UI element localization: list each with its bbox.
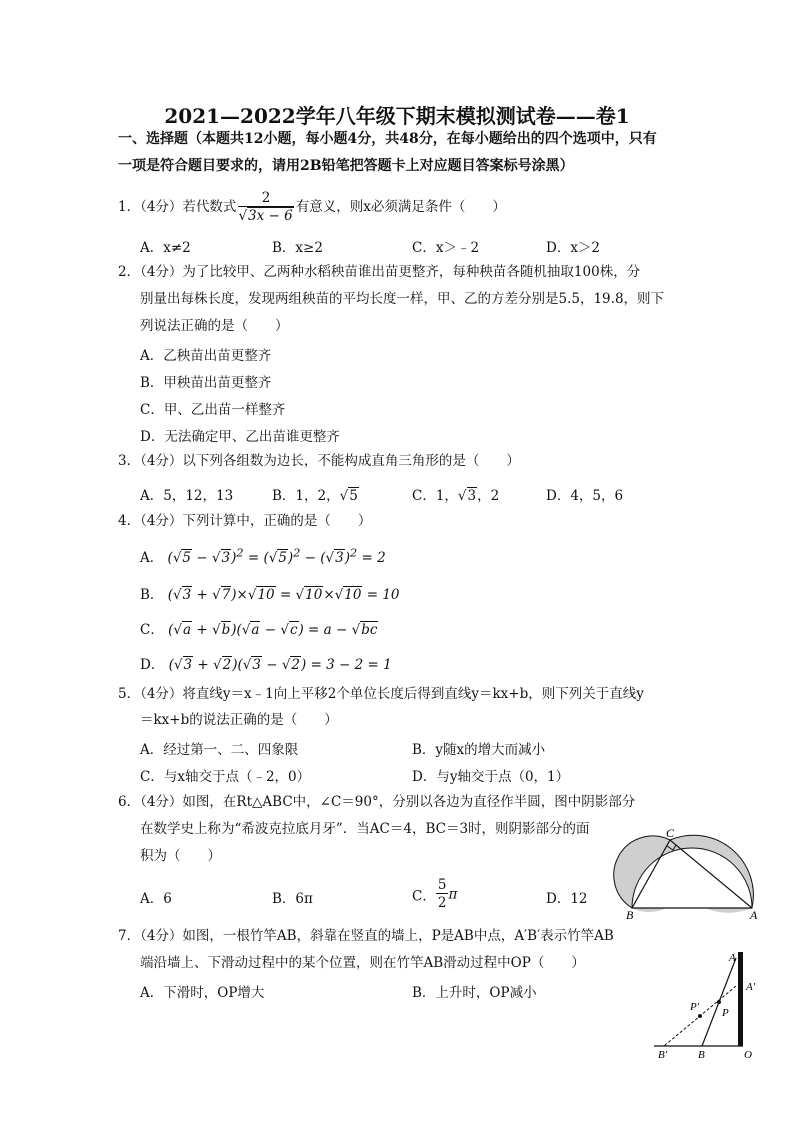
- q4-option-a: [140, 546, 386, 566]
- q3-option-c: C．1，√3，2: [412, 488, 500, 504]
- q3-option-b-text: B．1，2，: [272, 488, 340, 504]
- q3-option-c-suffix: ，2: [477, 488, 500, 504]
- sliding-ladder-figure: [650, 948, 770, 1062]
- q6-option-b: B．6π: [272, 891, 313, 907]
- q7-option-a: A．下滑时，OP增大: [140, 985, 265, 1001]
- q4-option-d: [140, 653, 392, 673]
- label-a2: A′: [746, 981, 756, 993]
- q2-option-d: D．无法确定甲、乙出苗谁更整齐: [140, 429, 340, 445]
- question-2-line1: 2．（4分）为了比较甲、乙两种水稻秧苗谁出苗更整齐，每种秧苗各随机抽取100株，分: [118, 264, 641, 280]
- question-3-stem: 3．（4分）以下列各组数为边长，不能构成直角三角形的是（ ）: [118, 453, 520, 469]
- q6-option-c-pi: π: [448, 886, 458, 903]
- q4-option-a-label: A．: [140, 550, 164, 566]
- q6-option-a: A．6: [140, 891, 172, 907]
- q4-option-c: [140, 618, 378, 638]
- q7-option-b: B．上升时，OP减小: [412, 985, 537, 1001]
- q4-option-b: [140, 583, 400, 603]
- q4-option-c-expr: (√a + √b)(√a − √c) = a − √bc: [168, 622, 378, 638]
- question-2-line2: 别量出每株长度，发现两组秧苗的平均长度一样，甲、乙的方差分别是5.5，19.8，则下: [140, 291, 665, 307]
- question-6-line2: 在数学史上称为“希波克拉底月牙”．当AC＝4，BC＝3时，则阴影部分的面: [140, 821, 590, 837]
- q6-option-c-denominator: 2: [437, 895, 447, 911]
- q2-option-b: B．甲秧苗出苗更整齐: [140, 375, 272, 391]
- question-6-line3: 积为（ ）: [140, 848, 221, 864]
- q4-option-a-expr: $(√5 - √3)^2 = (√5)^2 - (√3)^2 = 2$: [167, 546, 386, 566]
- q2-option-c: C．甲、乙出苗一样整齐: [140, 402, 286, 418]
- q6-option-d: D．12: [546, 891, 588, 907]
- question-7-line2: 端沿墙上、下滑动过程中的某个位置，则在竹竿AB滑动过程中OP（ ）: [140, 955, 585, 971]
- point-p: [717, 1000, 721, 1004]
- label-o: O: [744, 1049, 752, 1061]
- q1-frac-numerator: 2: [238, 190, 293, 207]
- question-6-line1: 6．（4分）如图，在Rt△ABC中，∠C＝90°，分别以各边为直径作半圆，图中阴影部分: [118, 794, 636, 810]
- q3-option-b-radicand: 5: [349, 488, 358, 504]
- question-4-stem: 4．（4分）下列计算中，正确的是（ ）: [118, 513, 372, 529]
- q5-option-b: B．y随x的增大而减小: [412, 742, 546, 758]
- wall: [738, 952, 743, 1046]
- label-b: B: [698, 1049, 705, 1061]
- q3-option-c-text: C．1，: [412, 488, 458, 504]
- q1-frac-denominator: √3x − 6: [238, 208, 293, 224]
- q4-option-c-label: C．: [140, 622, 164, 638]
- hippocrates-lune-figure: [612, 828, 772, 920]
- q4-option-b-label: B．: [140, 587, 164, 603]
- q6-option-c: [412, 877, 457, 912]
- q5-option-c: C．与x轴交于点（﹣2，0）: [140, 769, 311, 785]
- q1-option-c: C．x＞﹣2: [412, 240, 480, 256]
- q1-radicand: 3x − 6: [248, 208, 293, 224]
- label-c: C: [666, 828, 675, 840]
- exam-title: 2021—2022学年八年级下期末模拟测试卷——卷1: [164, 104, 630, 128]
- q1-suffix: 有意义，则x必须满足条件（ ）: [295, 199, 506, 215]
- question-2-line3: 列说法正确的是（ ）: [140, 318, 289, 334]
- q4-option-d-expr: (√3 + √2)(√3 − √2) = 3 − 2 = 1: [168, 657, 392, 673]
- label-p2: P′: [690, 1001, 700, 1013]
- question-5-line1: 5．（4分）将直线y＝x﹣1向上平移2个单位长度后得到直线y＝kx+b，则下列关于直线y: [118, 686, 644, 702]
- q1-option-a: A．x≠2: [140, 240, 191, 256]
- q1-option-d: D．x＞2: [546, 240, 601, 256]
- q5-option-d: D．与y轴交于点（0，1）: [412, 769, 570, 785]
- label-p: P: [722, 1007, 729, 1019]
- question-7-line1: 7．（4分）如图，一根竹竿AB，斜靠在竖直的墙上，P是AB中点，A′B′表示竹竿AB: [118, 928, 614, 944]
- q6-option-c-numerator: 5: [437, 877, 447, 893]
- q3-option-a: A．5，12，13: [140, 488, 234, 504]
- q2-option-a: A．乙秧苗出苗更整齐: [140, 348, 272, 364]
- q1-prefix: 1．（4分）若代数式: [118, 199, 237, 215]
- q3-option-c-radicand: 3: [467, 488, 477, 504]
- q3-option-b: B．1，2，√5: [272, 488, 358, 504]
- q1-option-b: B．x≥2: [272, 240, 323, 256]
- q4-option-b-expr: (√3 + √7)×√10 = √10×√10 = 10: [167, 587, 400, 603]
- q6-option-c-label: C．: [412, 888, 436, 905]
- q3-option-d: D．4，5，6: [546, 488, 624, 504]
- section-heading-line1: 一、选择题（本题共12小题，每小题4分，共48分，在每小题给出的四个选项中，只有: [118, 131, 657, 147]
- q5-option-a: A．经过第一、二、四象限: [140, 742, 299, 758]
- section-heading-line2: 一项是符合题目要求的，请用2B铅笔把答题卡上对应题目答案标号涂黑）: [118, 158, 574, 174]
- label-b: B: [626, 908, 634, 920]
- q1-fraction: [238, 190, 293, 225]
- label-a: A: [729, 952, 736, 964]
- label-b2: B′: [658, 1049, 668, 1061]
- point-p2: [698, 1014, 702, 1018]
- q4-option-d-label: D．: [140, 657, 165, 673]
- question-1-stem: [118, 190, 506, 225]
- label-a: A: [750, 908, 758, 920]
- q6-option-c-fraction: [436, 877, 449, 912]
- question-5-line2: ＝kx+b的说法正确的是（ ）: [140, 712, 338, 728]
